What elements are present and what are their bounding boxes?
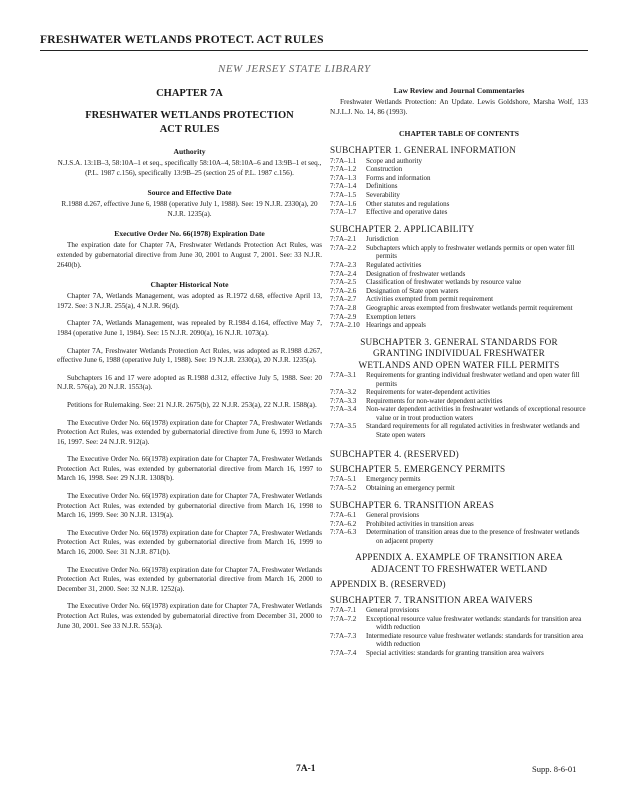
history-note: Chapter 7A, Freshwater Wetlands Protection Act Rules, was adopted as R.1988 d.267, effective June 6, 1988 (operative July 1, 1988). See: 19 N.J.R. 2330(a), 20 N.J.R. 1235(a). [57,346,322,365]
authority-text: N.J.S.A. 13:1B–3, 58:10A–1 et seq., specifically 58:10A–4, 58:10A–6 and 13:9B–1 et seq., (P.L. 1987 c.156), specifically 13:9B–25 (section 25 of P.L. 1987 c.156). [57,159,322,177]
subchapter-4-heading: SUBCHAPTER 4. (RESERVED) [330,448,459,459]
toc-section-title: Emergency permits [366,475,421,484]
toc-section-title: Determination of transition areas due to the presence of freshwater wetlands on adjacent property [366,528,580,545]
toc-section-title: Requirements for water-dependent activities [366,388,491,397]
eo-heading: Executive Order No. 66(1978) Expiration Date [114,229,265,239]
toc-section-number: 7:7A–7.3 [330,631,357,640]
toc-section-number: 7:7A–2.8 [330,303,357,312]
source-text: R.1988 d.267, effective June 6, 1988 (operative July 1, 1988). See: 19 N.J.R. 2330(a), 20 N.J.R. 1235(a). [61,200,318,218]
subchapter-2-heading: SUBCHAPTER 2. APPLICABILITY [330,223,475,234]
toc-section-title: Jurisdiction [366,235,399,244]
history-note: The Executive Order No. 66(1978) expiration date for Chapter 7A, Freshwater Wetlands Protection Act Rules, was extended by gubernatorial directive from March 16, 2000 to December 31, 2000. See: 32 N.J.R. 1252(a). [57,565,322,593]
toc-item [330,475,588,484]
toc-section-number: 7:7A–2.1 [330,235,357,244]
toc-item [330,261,588,270]
toc-section-title: Prohibited activities in transition areas [366,519,474,528]
toc-section-title: Effective and operative dates [366,208,448,217]
toc-section-number: 7:7A–2.9 [330,312,357,321]
history-note: The Executive Order No. 66(1978) expiration date for Chapter 7A, Freshwater Wetlands Protection Act Rules, was extended by gubernatorial directive from March 16, 1998 to March 16, 1999. See: 30 N.J.R. 1319(a). [57,492,322,520]
toc-item [330,371,588,388]
page-number: 7A-1 [296,764,316,774]
toc-item [330,278,588,287]
toc-section-number: 7:7A–7.2 [330,614,357,623]
toc-item [330,174,588,183]
appendix-b-heading: APPENDIX B. (RESERVED) [330,579,446,590]
subchapter-3-heading-line-2: GRANTING INDIVIDUAL FRESHWATER [372,348,546,359]
subchapter-3-list [330,371,588,440]
toc-section-number: 7:7A–5.2 [330,484,357,493]
toc-section-number: 7:7A–2.10 [330,321,360,330]
toc-section-title: Requirements for non-water dependent activities [366,396,503,405]
chapter-title-line-1: FRESHWATER WETLANDS PROTECTION [85,110,294,121]
toc-item [330,157,588,166]
toc-section-title: Standard requirements for all regulated activities in freshwater wetlands and State open waters [366,422,580,440]
toc-item [330,484,588,493]
subchapter-3-heading-line-3: WETLANDS AND OPEN WATER FILL PERMITS [358,359,560,370]
toc-section-title: Definitions [366,182,398,191]
toc-section-number: 7:7A–2.6 [330,286,357,295]
appendix-a-heading-line-2: ADJACENT TO FRESHWATER WETLAND [370,563,548,574]
toc-section-number: 7:7A–1.3 [330,173,357,182]
appendix-a-heading [330,552,588,575]
toc-section-number: 7:7A–7.1 [330,606,357,615]
toc-section-title: Geographic areas exempted from freshwater wetlands permit requirement [366,303,573,312]
toc-item [330,632,588,649]
toc-section-title: Activities exempted from permit requirement [366,295,494,304]
toc-section-number: 7:7A–3.5 [330,422,357,431]
history-note: Subchapters 16 and 17 were adopted as R.1988 d.312, effective July 5, 1988. See: 20 N.J.R. 576(a), 20 N.J.R. 1553(a). [57,373,322,392]
toc-section-number: 7:7A–1.1 [330,156,357,165]
toc-section-number: 7:7A–2.7 [330,295,357,304]
toc-item [330,615,588,632]
toc-section-number: 7:7A–3.1 [330,370,357,379]
toc-item [330,313,588,322]
toc-item [330,270,588,279]
toc-section-number: 7:7A–3.4 [330,405,357,414]
toc-item [330,235,588,244]
toc-item [330,208,588,217]
history-note: The Executive Order No. 66(1978) expiration date for Chapter 7A, Freshwater Wetlands Protection Act Rules, was extended by gubernatorial directive from March 16, 1997 to March 16, 1998. See: 29 N.J.R. 1308(b). [57,455,322,483]
history-note: Petitions for Rulemaking. See: 21 N.J.R. 2675(b), 22 N.J.R. 253(a), 22 N.J.R. 1588(a). [67,400,317,409]
toc-section-title: Scope and authority [366,156,422,165]
toc-section-title: Obtaining an emergency permit [366,484,455,493]
toc-item [330,244,588,261]
subchapter-3-heading-line-1: SUBCHAPTER 3. GENERAL STANDARDS FOR [360,336,558,347]
history-heading: Chapter Historical Note [150,280,229,290]
toc-section-title: Special activities: standards for granting transition area waivers [366,649,544,658]
toc-section-title: Intermediate resource value freshwater wetlands: standards for transition area width reduction [366,631,584,649]
subchapter-2-list [330,235,588,330]
supplement-date: Supp. 8-6-01 [532,764,577,774]
toc-section-title: Regulated activities [366,260,422,269]
toc-heading: CHAPTER TABLE OF CONTENTS [399,129,519,139]
toc-item [330,649,588,658]
toc-section-number: 7:7A–3.2 [330,388,357,397]
toc-section-number: 7:7A–2.3 [330,260,357,269]
subchapter-3-heading [330,337,588,371]
toc-section-number: 7:7A–1.7 [330,208,357,217]
toc-section-title: General provisions [366,606,420,615]
toc-section-number: 7:7A–3.3 [330,396,357,405]
toc-section-number: 7:7A–7.4 [330,649,357,658]
toc-item [330,165,588,174]
toc-section-title: Forms and information [366,173,431,182]
toc-section-number: 7:7A–1.2 [330,165,357,174]
toc-section-title: Designation of State open waters [366,286,459,295]
toc-section-title: General provisions [366,511,420,520]
toc-section-number: 7:7A–6.3 [330,528,357,537]
toc-section-title: Severability [366,190,400,199]
toc-item [330,511,588,520]
toc-item [330,405,588,422]
toc-item [330,388,588,397]
history-note: Chapter 7A, Wetlands Management, was adopted as R.1972 d.68, effective April 13, 1972. See: 3 N.J.R. 255(a), 4 N.J.R. 96(d). [57,292,322,310]
toc-section-title: Subchapters which apply to freshwater wetlands permits or open water fill permits [366,243,575,261]
toc-section-title: Classification of freshwater wetlands by resource value [366,278,522,287]
subchapter-7-heading: SUBCHAPTER 7. TRANSITION AREA WAIVERS [330,594,533,605]
toc-section-title: Hearings and appeals [366,321,426,330]
toc-item [330,528,588,545]
toc-section-title: Non-water dependent activities in freshwater wetlands of exceptional resource value or in trout production waters [366,405,586,422]
subchapter-7-list [330,606,588,658]
source-heading: Source and Effective Date [147,188,232,198]
toc-item [330,182,588,191]
subchapter-5-list [330,475,588,492]
toc-section-title: Requirements for granting individual freshwater wetland and open water fill permits [366,370,580,388]
toc-section-number: 7:7A–1.6 [330,199,357,208]
history-note: Chapter 7A, Wetlands Management, was repealed by R.1984 d.164, effective May 7, 1984 (operative June 1, 1984). See: 15 N.J.R. 2090(a), 16 N.J.R. 1073(a). [57,319,322,337]
appendix-a-heading-line-1: APPENDIX A. EXAMPLE OF TRANSITION AREA [355,552,563,563]
toc-item [330,321,588,330]
toc-item [330,606,588,615]
toc-item [330,304,588,313]
subchapter-6-heading: SUBCHAPTER 6. TRANSITION AREAS [330,499,495,510]
chapter-title-line-2: ACT RULES [159,124,220,135]
toc-section-title: Designation of freshwater wetlands [366,269,466,278]
chapter-title [57,109,322,137]
toc-section-number: 7:7A–5.1 [330,475,357,484]
header-rule [40,50,588,51]
subchapter-1-list [330,157,588,217]
toc-item [330,397,588,406]
toc-section-title: Exemption letters [366,312,416,321]
history-note: The Executive Order No. 66(1978) expiration date for Chapter 7A, Freshwater Wetlands Protection Act Rules, was extended by gubernatorial directive from June 6, 1993 to March 16, 1997. See: 24 N.J.R. 912(a). [57,418,322,446]
history-note: The Executive Order No. 66(1978) expiration date for Chapter 7A, Freshwater Wetlands Protection Act Rules, was extended by gubernatorial directive from March 16, 1999 to March 16, 2000. See: 31 N.J.R. 871(b). [57,528,322,557]
subchapter-6-list [330,511,588,545]
subchapter-1-heading: SUBCHAPTER 1. GENERAL INFORMATION [330,145,516,156]
left-column [57,84,322,631]
toc-item [330,200,588,209]
toc-section-number: 7:7A–2.5 [330,278,357,287]
toc-section-number: 7:7A–2.2 [330,243,357,252]
toc-section-number: 7:7A–6.1 [330,511,357,520]
toc-section-title: Construction [366,165,403,174]
toc-section-number: 7:7A–2.4 [330,269,357,278]
toc-item [330,295,588,304]
library-stamp: NEW JERSEY STATE LIBRARY [218,63,371,75]
toc-item [330,520,588,529]
toc-section-number: 7:7A–1.5 [330,190,357,199]
toc-section-number: 7:7A–6.2 [330,519,357,528]
review-text: Freshwater Wetlands Protection: An Update. Lewis Goldshore, Marsha Wolf, 133 N.J.L.J. No. 14, 86 (1993). [330,98,588,116]
toc-item [330,422,588,439]
authority-heading: Authority [173,147,206,156]
toc-item [330,287,588,296]
subchapter-5-heading: SUBCHAPTER 5. EMERGENCY PERMITS [330,464,506,475]
toc-section-title: Exceptional resource value freshwater wetlands: standards for transition area width reduction [366,614,582,632]
toc-section-title: Other statutes and regulations [366,199,450,208]
toc-section-number: 7:7A–1.4 [330,182,357,191]
review-heading: Law Review and Journal Commentaries [393,86,525,95]
running-head: FRESHWATER WETLANDS PROTECT. ACT RULES [40,34,324,46]
eo-text: The expiration date for Chapter 7A, Freshwater Wetlands Protection Act Rules, was extended by gubernatorial directive from June 30, 2001 to August 7, 2001. See: 33 N.J.R. 2640(b). [57,241,322,269]
toc-item [330,191,588,200]
chapter-number: CHAPTER 7A [156,88,223,99]
history-note: The Executive Order No. 66(1978) expiration date for Chapter 7A, Freshwater Wetlands Protection Act Rules, was extended by gubernatorial directive from December 31, 2000 to June 30, 2001. See 33 N.J.R. 553(a). [57,602,322,630]
right-column [330,84,588,658]
